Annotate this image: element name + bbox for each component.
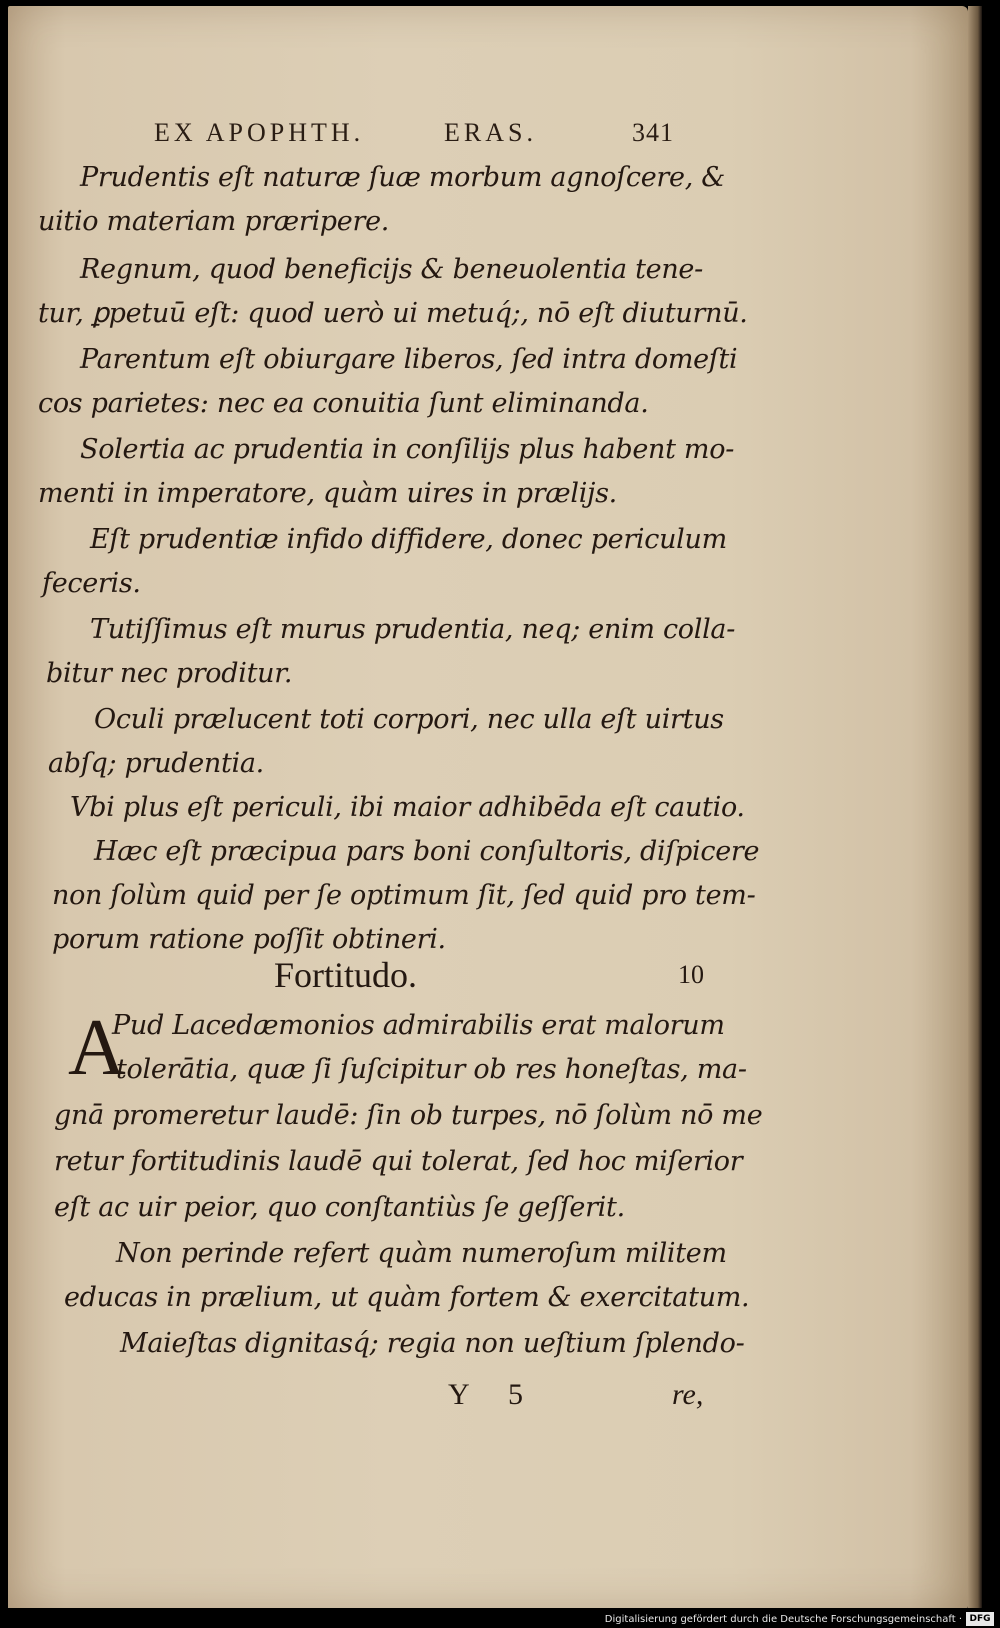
running-head-author: ERAS. (444, 118, 537, 147)
drop-capital: A (68, 1004, 126, 1092)
text-line: eſt ac uir peior, quo conſtantiùs ſe geſſerit. (54, 1192, 625, 1223)
text-line: Vbi plus eſt periculi, ibi maior adhibēda eſt cautio. (70, 792, 745, 823)
text-line: Prudentis eſt naturæ ſuæ morbum agnoſcere, & (80, 162, 726, 193)
text-line: Oculi prælucent toti corpori, nec ulla eſt uirtus (94, 704, 724, 735)
digitization-banner (0, 1608, 1000, 1628)
page-edge (968, 6, 982, 1610)
text-line: Hæc eſt præcipua pars boni conſultoris, diſpicere (94, 836, 760, 867)
text-line: porum ratione poſſit obtineri. (52, 924, 446, 955)
signature-mark: Y 5 (448, 1378, 540, 1411)
text-line: educas in prælium, ut quàm fortem & exercitatum. (64, 1282, 750, 1313)
text-line: uitio materiam præripere. (38, 206, 390, 237)
text-line: Regnum, quod beneficijs & beneuolentia tene- (80, 254, 703, 285)
text-line: Pud Lacedæmonios admirabilis erat malorum (112, 1010, 725, 1041)
text-line: menti in imperatore, quàm uires in prælijs. (38, 478, 617, 509)
text-line: feceris. (42, 568, 141, 599)
funding-note: Digitalisierung gefördert durch die Deutsche Forschungsgemeinschaft · (604, 1614, 962, 1625)
text-line: gnā promeretur laudē: ſin ob turpes, nō ſolùm nō me (54, 1100, 763, 1131)
text-line: Eſt prudentiæ infido diffidere, donec periculum (90, 524, 727, 555)
text-line: Non perinde refert quàm numeroſum militem (116, 1238, 727, 1269)
dfg-logo-icon: DFG (966, 1612, 994, 1626)
text-line: Solertia ac prudentia in conſilijs plus habent mo- (80, 434, 735, 465)
text-line: abſq; prudentia. (48, 748, 264, 779)
text-line: tur, ꝑpetuū eſt: quod uerò ui metuq́;, nō eſt diuturnū. (38, 298, 748, 329)
text-line: non ſolùm quid per ſe optimum ſit, ſed quid pro tem- (52, 880, 756, 911)
text-line: Tutiſſimus eſt murus prudentia, neq; enim colla- (90, 614, 736, 645)
running-head-left: EX APOPHTH. (154, 118, 365, 147)
text-line: Parentum eſt obiurgare liberos, ſed intra domeſti (80, 344, 738, 375)
text-line: Maieſtas dignitasq́; regia non ueſtium ſplendo- (120, 1328, 745, 1359)
book-page (8, 6, 968, 1610)
text-line: tolerātia, quæ ſi ſuſcipitur ob res honeſtas, ma- (116, 1054, 747, 1085)
text-line: bitur nec proditur. (46, 658, 293, 689)
page-number: 341 (632, 118, 674, 147)
text-line: cos parietes: nec ea conuitia ſunt eliminanda. (38, 388, 649, 419)
catchword: re, (672, 1378, 704, 1411)
section-number: 10 (678, 960, 704, 989)
text-line: retur fortitudinis laudē qui tolerat, ſed hoc miſerior (54, 1146, 743, 1177)
section-heading: Fortitudo. (274, 955, 418, 995)
